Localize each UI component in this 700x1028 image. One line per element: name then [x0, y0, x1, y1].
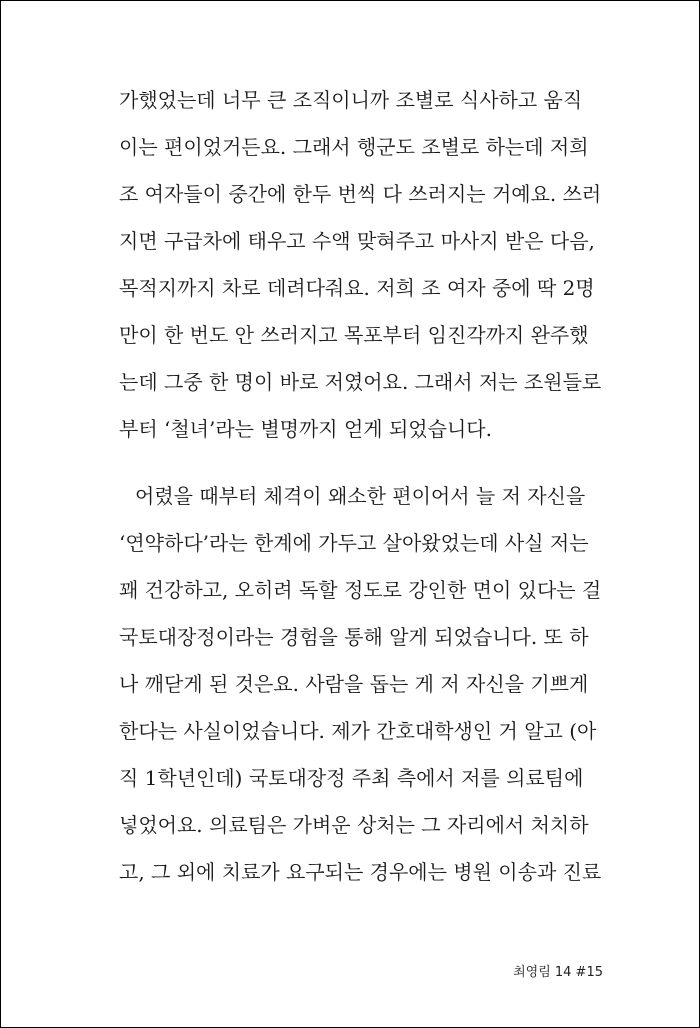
paragraph-2-line-1: 어렸을 때부터 체격이 왜소한 편이어서 늘 저 자신을: [135, 484, 586, 508]
paragraph-1-line-2: 이는 편이었거든요. 그래서 행군도 조별로 하는데 저희: [119, 135, 589, 159]
paragraph-2-line-3: 꽤 건강하고, 오히려 독할 정도로 강인한 면이 있다는 걸: [119, 578, 602, 602]
paragraph-2-line-9: 고, 그 외에 치료가 요구되는 경우에는 병원 이송과 진료: [119, 860, 602, 884]
paragraph-1-line-3: 조 여자들이 중간에 한두 번씩 다 쓰러지는 거예요. 쓰러: [119, 182, 602, 206]
paragraph-1-line-5: 목적지까지 차로 데려다줘요. 저희 조 여자 중에 딱 2명: [119, 276, 595, 300]
paragraph-1-line-1: 가했었는데 너무 큰 조직이니까 조별로 식사하고 움직: [119, 88, 583, 112]
paragraph-2-line-5: 나 깨닫게 된 것은요. 사람을 돕는 게 저 자신을 기쁘게: [119, 672, 589, 696]
paragraph-1-line-8: 부터 ‘철녀’라는 별명까지 얻게 되었습니다.: [119, 417, 492, 441]
page-footer: 최영림 14 #15: [513, 965, 603, 980]
paragraph-1-line-6: 만이 한 번도 안 쓰러지고 목포부터 임진각까지 완주했: [119, 323, 589, 347]
paragraph-1-line-7: 는데 그중 한 명이 바로 저였어요. 그래서 저는 조원들로: [119, 370, 602, 394]
paragraph-1-line-4: 지면 구급차에 태우고 수액 맞혀주고 마사지 받은 다음,: [119, 229, 595, 253]
paragraph-2-line-7: 직 1학년인데) 국토대장정 주최 측에서 저를 의료팀에: [119, 766, 584, 790]
paragraph-2-line-4: 국토대장정이라는 경험을 통해 알게 되었습니다. 또 하: [119, 625, 589, 649]
paragraph-2-line-8: 넣었어요. 의료팀은 가벼운 상처는 그 자리에서 처치하: [119, 813, 589, 837]
paragraph-2-line-2: ‘연약하다’라는 한계에 가두고 살아왔었는데 사실 저는: [119, 531, 589, 555]
paragraph-2-line-6: 한다는 사실이었습니다. 제가 간호대학생인 거 알고 (아: [119, 719, 597, 743]
